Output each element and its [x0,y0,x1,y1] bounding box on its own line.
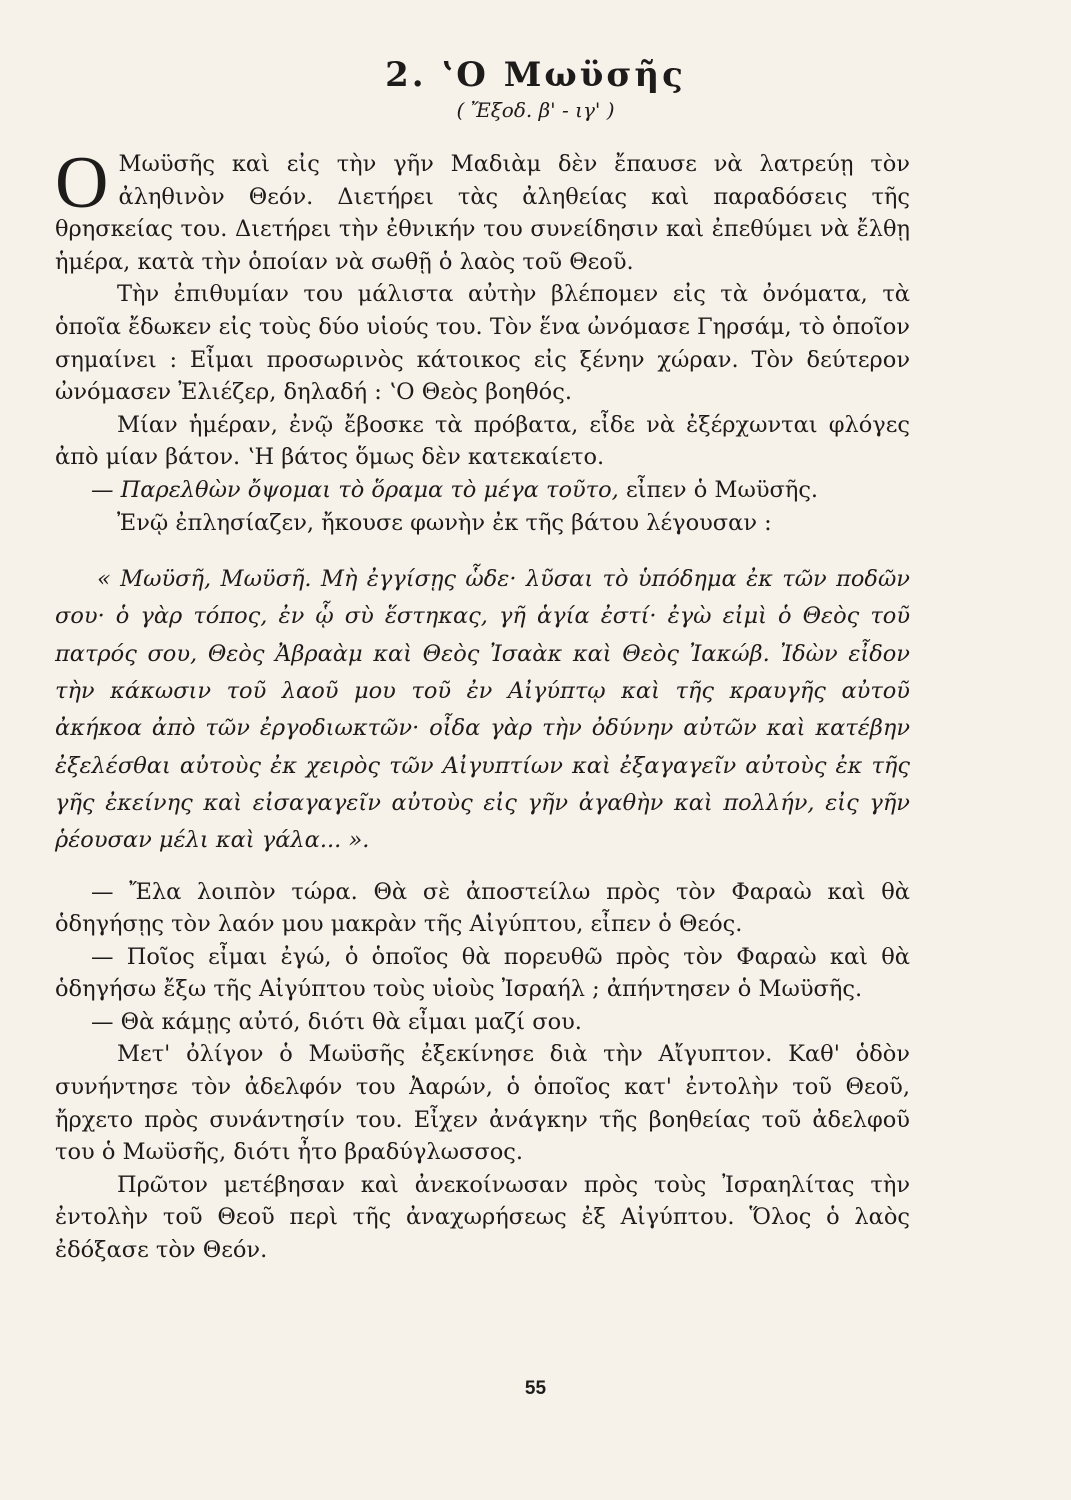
paragraph-1 [55,142,910,278]
paragraph-4-tail: εἶπεν ὁ Μωϋσῆς. [618,476,819,503]
paragraph-2: Τὴν ἐπιθυμίαν του μάλιστα αὐτὴν βλέπομεν εἰς τὰ ὀνόματα, τὰ ὁποῖα ἔδωκεν εἰς τοὺς δύο υἱούς του. Τὸν ἕνα ὠνόμασε Γηρσάμ, τὸ ὁποῖον σημαίνει : Εἶμαι προσωρινὸς κάτοικος εἰς ξένην χώραν. Τὸν δεύτερον ὠνόμασεν Ἐλιέζερ, δηλαδή : ʽΟ Θεὸς βοηθός. [55,281,910,406]
drop-cap: Ο [55,142,109,224]
chapter-title: 2. ʽΟ Μωϋσῆς [385,55,686,95]
divine-quote: « Μωϋσῆ, Μωϋσῆ. Μὴ ἐγγίσῃς ὧδε· λῦσαι τὸ ὑπόδημα ἐκ τῶν ποδῶν σου· ὁ γὰρ τόπος, ἐν ᾧ σὺ ἕστηκας, γῆ ἁγία ἐστί· ἐγὼ εἰμὶ ὁ Θεὸς τοῦ πατρός σου, Θεὸς Ἀβραὰμ καὶ Θεὸς Ἰσαὰκ καὶ Θεὸς Ἰακώβ. Ἰδὼν εἶδον τὴν κάκωσιν τοῦ λαοῦ μου τοῦ ἐν Αἰγύπτῳ καὶ τῆς κραυγῆς αὐτοῦ ἀκήκοα ἀπὸ τῶν ἐργοδιωκτῶν· οἶδα γὰρ τὴν ὀδύνην αὐτῶν καὶ κατέβην ἐξελέσθαι αὐτοὺς ἐκ χειρὸς τῶν Αἰγυπτίων καὶ ἐξαγαγεῖν αὐτοὺς ἐκ τῆς γῆς ἐκείνης καὶ εἰσαγαγεῖν αὐτοὺς εἰς γῆν ἀγαθὴν καὶ πολλήν, εἰς γῆν ῥέουσαν μέλι καὶ γάλα... ». [55,566,910,854]
moses-exclamation: — Παρελθὼν ὄψομαι τὸ ὅραμα τὸ μέγα τοῦτο, [91,476,619,503]
paragraph-5: Ἐνῷ ἐπλησίαζεν, ἤκουσε φωνὴν ἐκ τῆς βάτου λέγουσαν : [117,509,772,536]
paragraph-6: — Ἔλα λοιπὸν τώρα. Θὰ σὲ ἀποστείλω πρὸς τὸν Φαραὼ καὶ θὰ ὁδηγήσῃς τὸν λαόν μου μακρὰν τῆς Αἰγύπτου, εἶπεν ὁ Θεός. [55,878,910,938]
paragraph-10: Πρῶτον μετέβησαν καὶ ἀνεκοίνωσαν πρὸς τοὺς Ἰσραηλίτας τὴν ἐντολὴν τοῦ Θεοῦ περὶ τῆς ἀναχωρήσεως ἐξ Αἰγύπτου. Ὅλος ὁ λαὸς ἐδόξασε τὸν Θεόν. [55,1171,910,1264]
paragraph-7: — Ποῖος εἶμαι ἐγώ, ὁ ὁποῖος θὰ πορευθῶ πρὸς τὸν Φαραὼ καὶ θὰ ὁδηγήσω ἔξω τῆς Αἰγύπτου τοὺς υἱοὺς Ἰσραήλ ; ἀπήντησεν ὁ Μωϋσῆς. [55,943,910,1003]
scripture-reference: ( Ἔξοδ. β' - ιγ' ) [456,98,615,122]
paragraph-1-text: Μωϋσῆς καὶ εἰς τὴν γῆν Μαδιὰμ δὲν ἔπαυσε νὰ λατρεύῃ τὸν ἀληθινὸν Θεόν. Διετήρει τὰς ἀληθείας καὶ παραδόσεις τῆς θρησκείας του. Διετήρει τὴν ἐθνικήν του συνείδησιν καὶ ἐπεθύμει νὰ ἔλθῃ ἡμέρα, κατὰ τὴν ὁποίαν νὰ σωθῇ ὁ λαὸς τοῦ Θεοῦ. [55,151,910,275]
chapter-body [55,142,910,1267]
page-number: 55 [524,1378,547,1399]
paragraph-8: — Θὰ κάμῃς αὐτό, διότι θὰ εἶμαι μαζί σου. [91,1008,582,1035]
paragraph-9: Μετ' ὀλίγον ὁ Μωϋσῆς ἐξεκίνησε διὰ τὴν Αἴγυπτον. Καθ' ὁδὸν συνήντησε τὸν ἀδελφόν του Ἀαρών, ὁ ὁποῖος κατ' ἐντολὴν τοῦ Θεοῦ, ἤρχετο πρὸς συνάντησίν του. Εἶχεν ἀνάγκην τῆς βοηθείας τοῦ ἀδελφοῦ του ὁ Μωϋσῆς, διότι ἦτο βραδύγλωσσος. [55,1041,910,1166]
paragraph-3: Μίαν ἡμέραν, ἐνῷ ἔβοσκε τὰ πρόβατα, εἶδε νὰ ἐξέρχωνται φλόγες ἀπὸ μίαν βάτον. ʽΗ βάτος ὅμως δὲν κατεκαίετο. [55,411,910,471]
paragraph-4 [55,474,910,507]
